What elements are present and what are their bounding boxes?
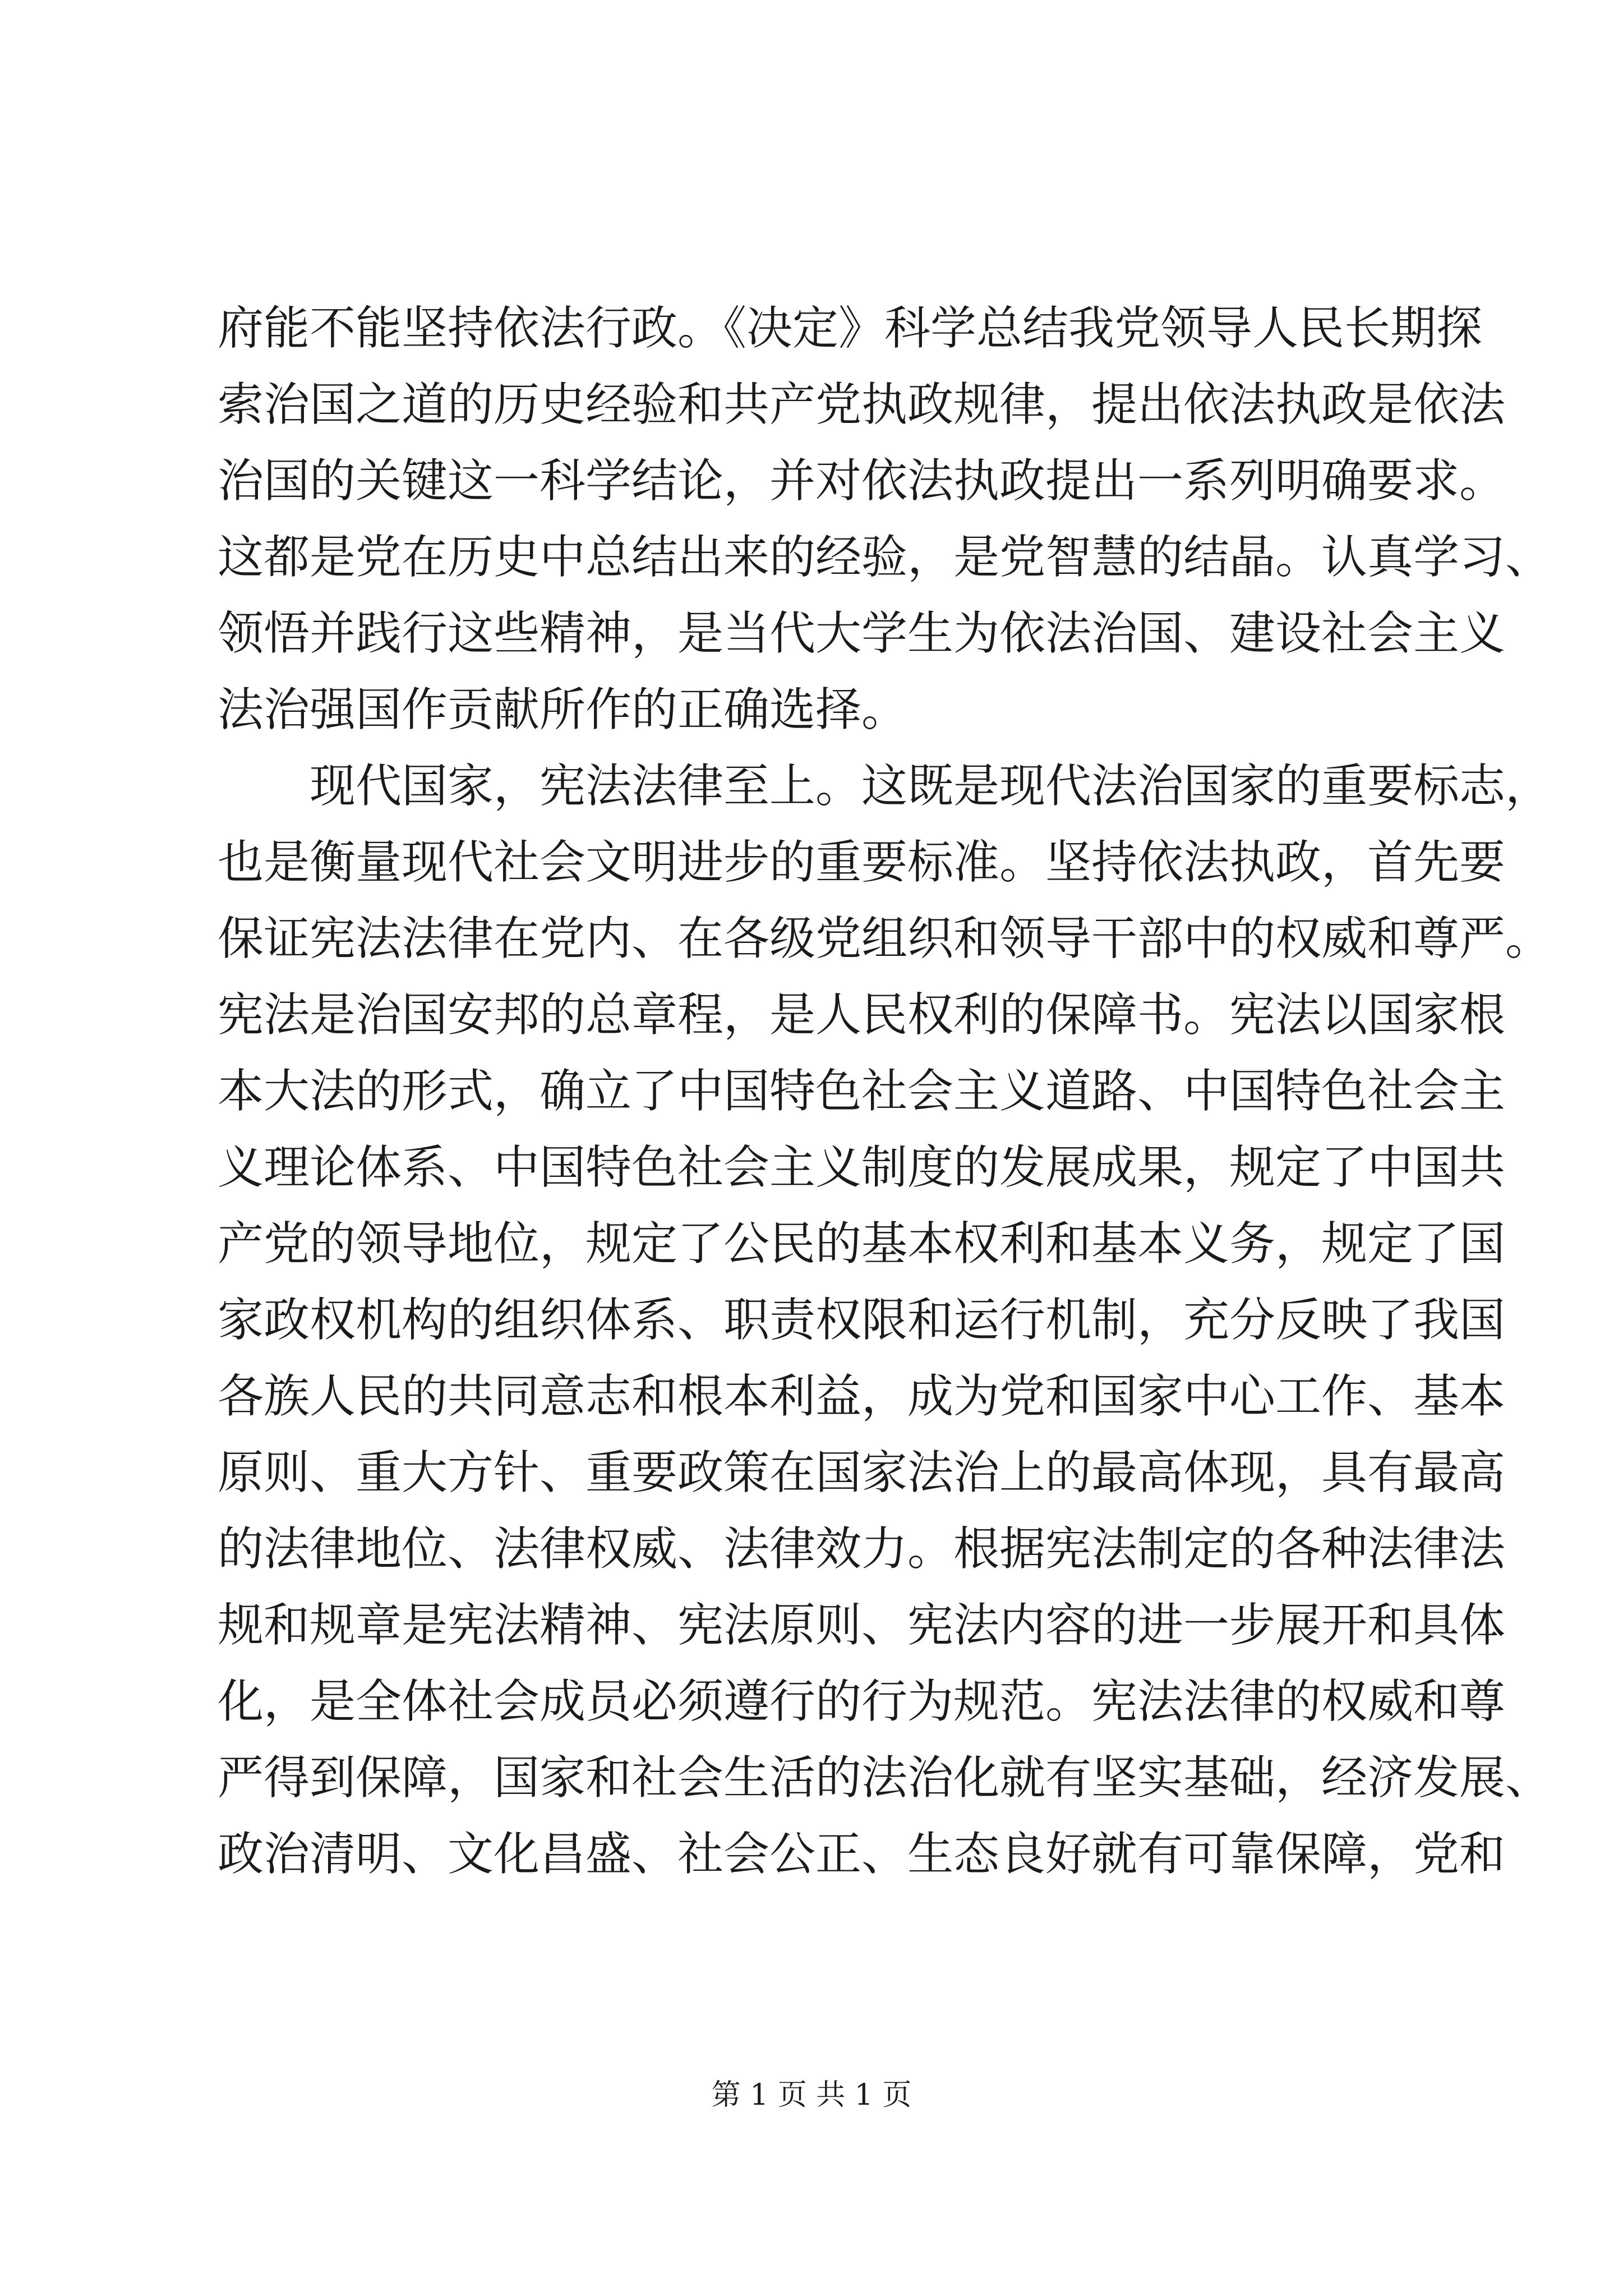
text-line: 产党的领导地位，规定了公民的基本权利和基本义务，规定了国 [218, 1217, 1506, 1271]
text-line: 法治强国作贡献所作的正确选择。 [218, 683, 908, 737]
text-line: 索治国之道的历史经验和共产党执政规律，提出依法执政是依法 [218, 378, 1506, 431]
paragraph-first-line: 现代国家，宪法法律至上。这既是现代法治国家的重要标志， [310, 760, 1552, 813]
text-line: 规和规章是宪法精神、宪法原则、宪法内容的进一步展开和具体 [218, 1599, 1506, 1652]
page-number-label: 第 1 页 共 1 页 [711, 2078, 912, 2112]
text-line: 本大法的形式，确立了中国特色社会主义道路、中国特色社会主 [218, 1065, 1506, 1118]
text-line: 府能不能坚持依法行政。《决定》科学总结我党领导人民长期探 [218, 302, 1483, 355]
page-footer [0, 2076, 1623, 2115]
text-line: 义理论体系、中国特色社会主义制度的发展成果，规定了中国共 [218, 1141, 1506, 1194]
text-line: 这都是党在历史中总结出来的经验，是党智慧的结晶。认真学习、 [218, 531, 1552, 584]
text-line: 原则、重大方针、重要政策在国家法治上的最高体现，具有最高 [218, 1446, 1506, 1499]
text-line: 政治清明、文化昌盛、社会公正、生态良好就有可靠保障，党和 [218, 1828, 1506, 1881]
text-line: 各族人民的共同意志和根本利益，成为党和国家中心工作、基本 [218, 1370, 1506, 1423]
text-line: 严得到保障，国家和社会生活的法治化就有坚实基础，经济发展、 [218, 1751, 1552, 1805]
text-line: 化，是全体社会成员必须遵行的行为规范。宪法法律的权威和尊 [218, 1675, 1506, 1728]
text-line: 治国的关键这一科学结论，并对依法执政提出一系列明确要求。 [218, 454, 1506, 508]
text-line: 领悟并践行这些精神，是当代大学生为依法治国、建设社会主义 [218, 607, 1506, 660]
text-line: 的法律地位、法律权威、法律效力。根据宪法制定的各种法律法 [218, 1522, 1506, 1576]
text-line: 宪法是治国安邦的总章程，是人民权利的保障书。宪法以国家根 [218, 988, 1506, 1042]
text-line: 保证宪法法律在党内、在各级党组织和领导干部中的权威和尊严。 [218, 912, 1552, 965]
body-text [218, 291, 1552, 1893]
text-line: 家政权机构的组织体系、职责权限和运行机制，充分反映了我国 [218, 1294, 1506, 1347]
text-line: 也是衡量现代社会文明进步的重要标准。坚持依法执政，首先要 [218, 836, 1506, 889]
